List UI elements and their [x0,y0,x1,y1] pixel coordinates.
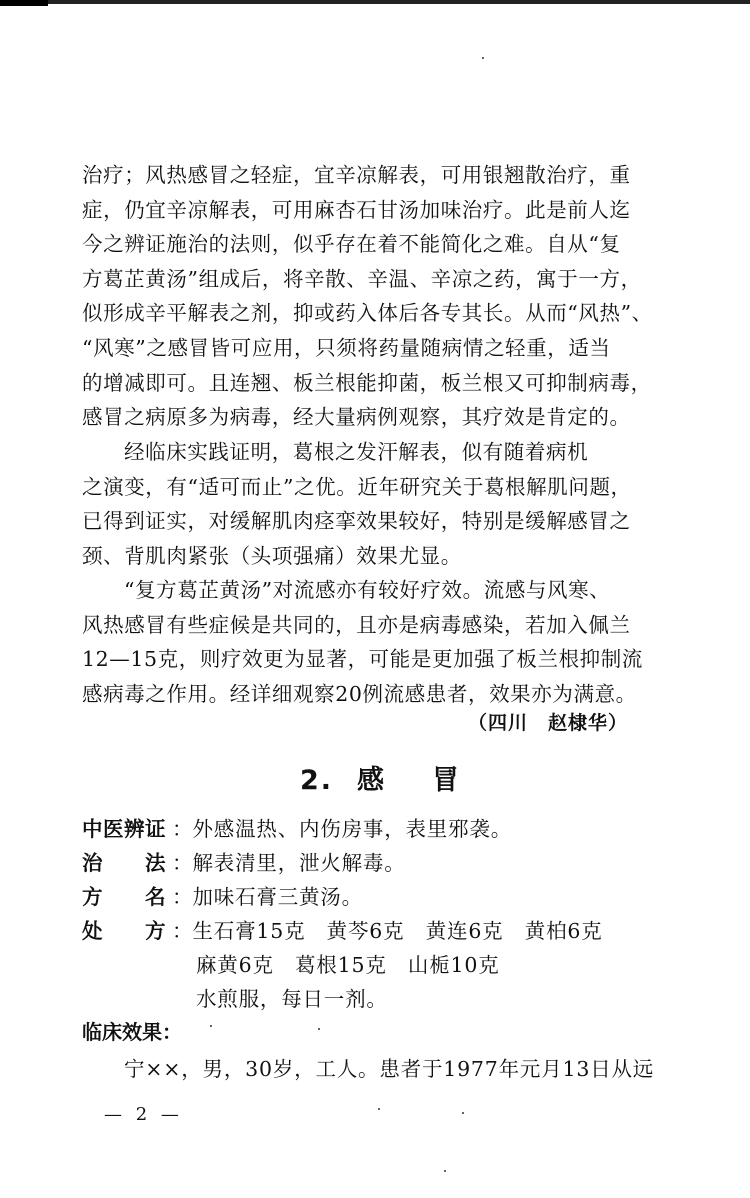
formula-label: 方 名 [82,885,166,909]
scan-speck [462,1112,464,1114]
prescription-line-2: 麻黄6克 葛根15克 山栀10克 [196,953,500,977]
scan-speck [444,1170,446,1172]
label-colon: ： [172,919,193,943]
paragraph-1 [82,158,694,435]
label-colon: ： [172,851,193,875]
text-line: 今之辨证施治的法则，似乎存在着不能简化之难。自从“复 [82,232,621,257]
formula-value: 加味石膏三黄汤。 [192,885,363,909]
text-line: 症，仍宜辛凉解表，可用麻杏石甘汤加味治疗。此是前人迄 [82,197,631,222]
case-text-line: 宁××，男，30岁，工人。患者于1977年元月13日从远 [124,1057,655,1081]
scan-speck [378,1108,380,1110]
text-line: 治疗；风热感冒之轻症，宜辛凉解表，可用银翘散治疗，重 [82,163,631,187]
section-number: 2. [300,765,334,796]
diagnosis-value: 外感温热、内伤房事，表里邪袭。 [192,817,512,841]
prescription-row [82,914,603,948]
text-line: 方葛芷黄汤”组成后，将辛散、辛温、辛凉之药，寓于一方， [82,266,642,291]
scan-top-edge [0,0,750,4]
text-line: “复方葛芷黄汤”对流感亦有较好疗效。流感与风寒、 [124,578,611,602]
paragraph-2 [82,435,694,573]
prescription-label: 处 方 [82,919,166,943]
author-signature: （四川 赵棣华） [468,712,629,734]
diagnosis-label: 中医辨证 [82,817,166,841]
text-line: 感病毒之作用。经详细观察20例流感患者，效果亦为满意。 [82,681,637,706]
text-line: 的增减即可。且连翘、板兰根能抑菌，板兰根又可抑制病毒， [82,370,652,395]
treatment-method-row [82,846,406,880]
scan-speck [482,57,484,59]
section-title-char: 冒 [432,765,462,796]
scan-speck [318,1028,320,1030]
label-colon: ： [172,817,193,841]
prescription-line-1: 生石膏15克 黄芩6克 黄连6克 黄柏6克 [192,919,603,943]
text-line: 感冒之病原多为病毒，经大量病例观察，其疗效是肯定的。 [82,405,631,430]
text-line: 似形成辛平解表之剂，抑或药入体后各专其长。从而“风热”、 [82,301,653,326]
scan-corner-mark [0,0,48,6]
text-line: 已得到证实，对缓解肌肉痉挛效果较好，特别是缓解感冒之 [82,509,631,534]
text-line: 之演变，有“适可而止”之优。近年研究关于葛根解肌问题， [82,474,632,499]
label-colon: ： [172,885,193,909]
method-value: 解表清里，泄火解毒。 [192,851,406,875]
section-title-char: 感 [357,765,387,796]
page-number: — 2 — [104,1104,183,1125]
prescription-line-3: 水煎服，每日一剂。 [196,987,388,1011]
text-line: 经临床实践证明，葛根之发汗解表，似有随着病机 [124,440,589,464]
scan-speck [210,1025,212,1027]
text-line: 12—15克，则疗效更为显著，可能是更加强了板兰根抑制流 [82,647,643,672]
section-heading [300,758,461,797]
diagnosis-row [82,812,512,846]
formula-name-row [82,880,363,914]
text-line: 颈、背肌肉紧张（头项强痛）效果尤显。 [82,543,462,568]
clinical-effect-label: 临床效果： [82,1020,182,1044]
text-line: 风热感冒有些症候是共同的，且亦是病毒感染，若加入佩兰 [82,612,631,637]
paragraph-3 [82,573,694,711]
text-line: “风寒”之感冒皆可应用，只须将药量随病情之轻重，适当 [82,335,611,360]
method-label: 治 法 [82,851,166,875]
